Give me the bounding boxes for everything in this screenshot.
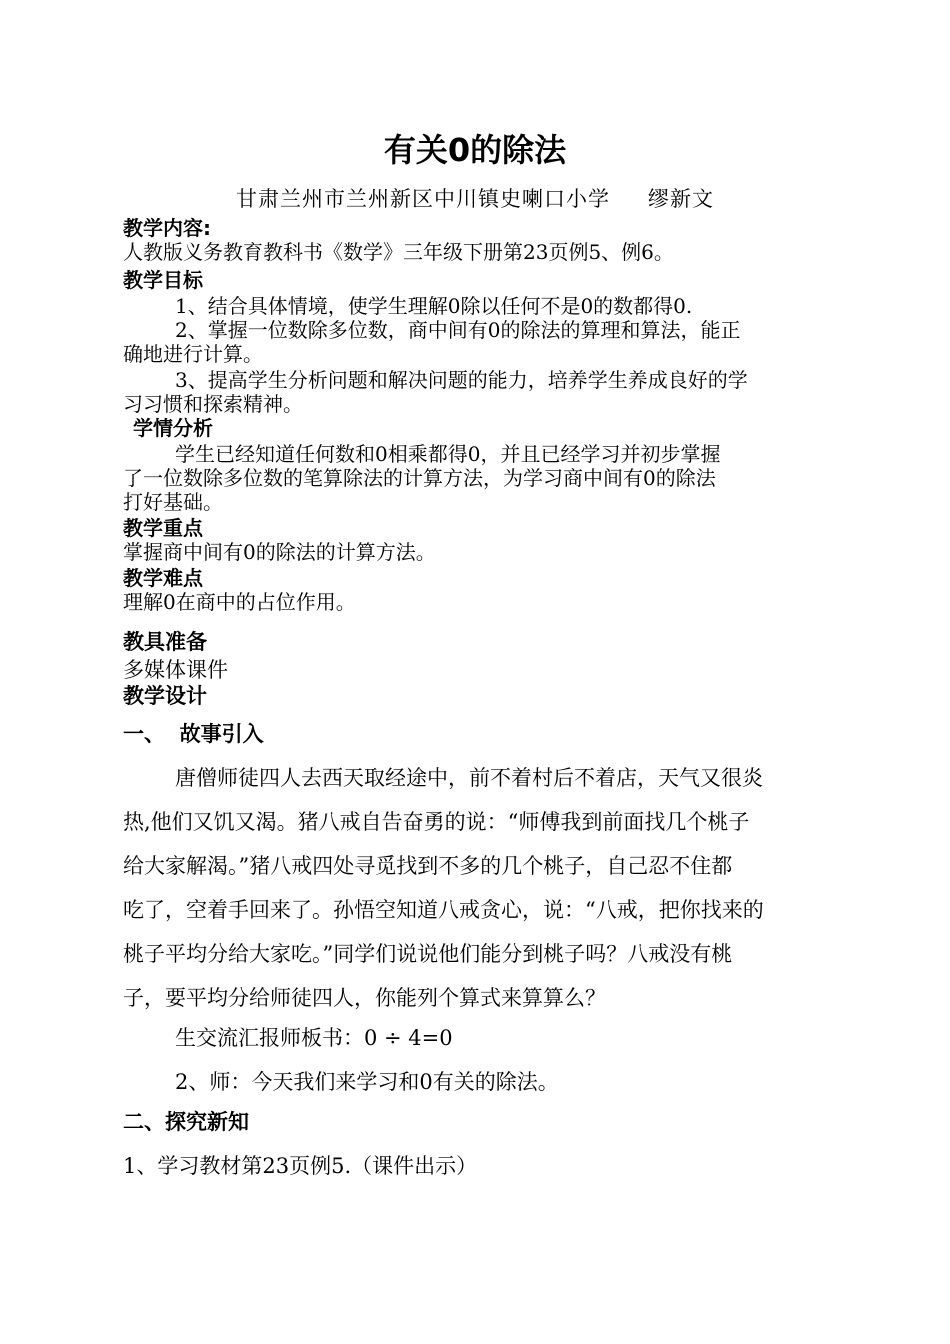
heading-difficulty: 教学难点 (123, 566, 203, 590)
analysis-b: 了一位数除多位数的笔算除法的计算方法，为学习商中间有0的除法 (123, 466, 716, 490)
goal-2b: 确地进行计算。 (123, 342, 263, 366)
story-line-2: 热,他们又饥又渴。猪八戒自告奋勇的说：“师傅我到前面找几个桃子 (123, 810, 750, 834)
heading-part1: 一、 故事引入 (123, 722, 264, 746)
key-text: 掌握商中间有0的除法的计算方法。 (123, 540, 436, 564)
step-2: 2、师：今天我们来学习和0有关的除法。 (175, 1070, 559, 1094)
author-school: 甘肃兰州市兰州新区中川镇史喇口小学 (236, 187, 610, 211)
goal-1: 1、结合具体情境，使学生理解0除以任何不是0的数都得0. (175, 294, 693, 318)
analysis-a: 学生已经知道任何数和0相乘都得0，并且已经学习并初步掌握 (175, 442, 721, 466)
author-name: 缪新文 (648, 187, 714, 211)
heading-key: 教学重点 (123, 516, 203, 540)
board-text: 生交流汇报师板书：0 ÷ 4=0 (175, 1026, 453, 1050)
heading-goals: 教学目标 (123, 268, 203, 292)
heading-tools: 教具准备 (123, 630, 207, 654)
analysis-c: 打好基础。 (123, 490, 223, 514)
story-line-4: 吃了，空着手回来了。孙悟空知道八戒贪心，说：“八戒，把你找来的 (123, 898, 764, 922)
heading-design: 教学设计 (123, 684, 207, 708)
story-line-5: 桃子平均分给大家吃。”同学们说说他们能分到桃子吗？八戒没有桃 (123, 942, 733, 966)
page-title: 有关0的除法 (383, 131, 567, 169)
story-line-6: 子，要平均分给师徒四人，你能列个算式来算算么？ (123, 986, 606, 1010)
author-line (0, 186, 950, 212)
heading-analysis: 学情分析 (133, 416, 213, 440)
content-text: 人教版义务教育教科书《数学》三年级下册第23页例5、例6。 (123, 240, 674, 264)
heading-part2: 二、探究新知 (123, 1110, 249, 1134)
goal-3a: 3、提高学生分析问题和解决问题的能力，培养学生养成良好的学 (175, 368, 748, 392)
goal-3b: 习习惯和探索精神。 (123, 392, 303, 416)
story-line-1: 唐僧师徒四人去西天取经途中，前不着村后不着店，天气又很炎 (175, 766, 763, 790)
heading-content: 教学内容: (123, 216, 211, 240)
goal-2a: 2、掌握一位数除多位数，商中间有0的除法的算理和算法，能正 (175, 318, 741, 342)
tools-text: 多媒体课件 (123, 658, 228, 682)
story-line-3: 给大家解渴。”猪八戒四处寻觅找到不多的几个桃子，自己忍不住都 (123, 854, 733, 878)
step-new-1: 1、学习教材第23页例5.（课件出示） (123, 1154, 478, 1178)
difficulty-text: 理解0在商中的占位作用。 (123, 590, 356, 614)
